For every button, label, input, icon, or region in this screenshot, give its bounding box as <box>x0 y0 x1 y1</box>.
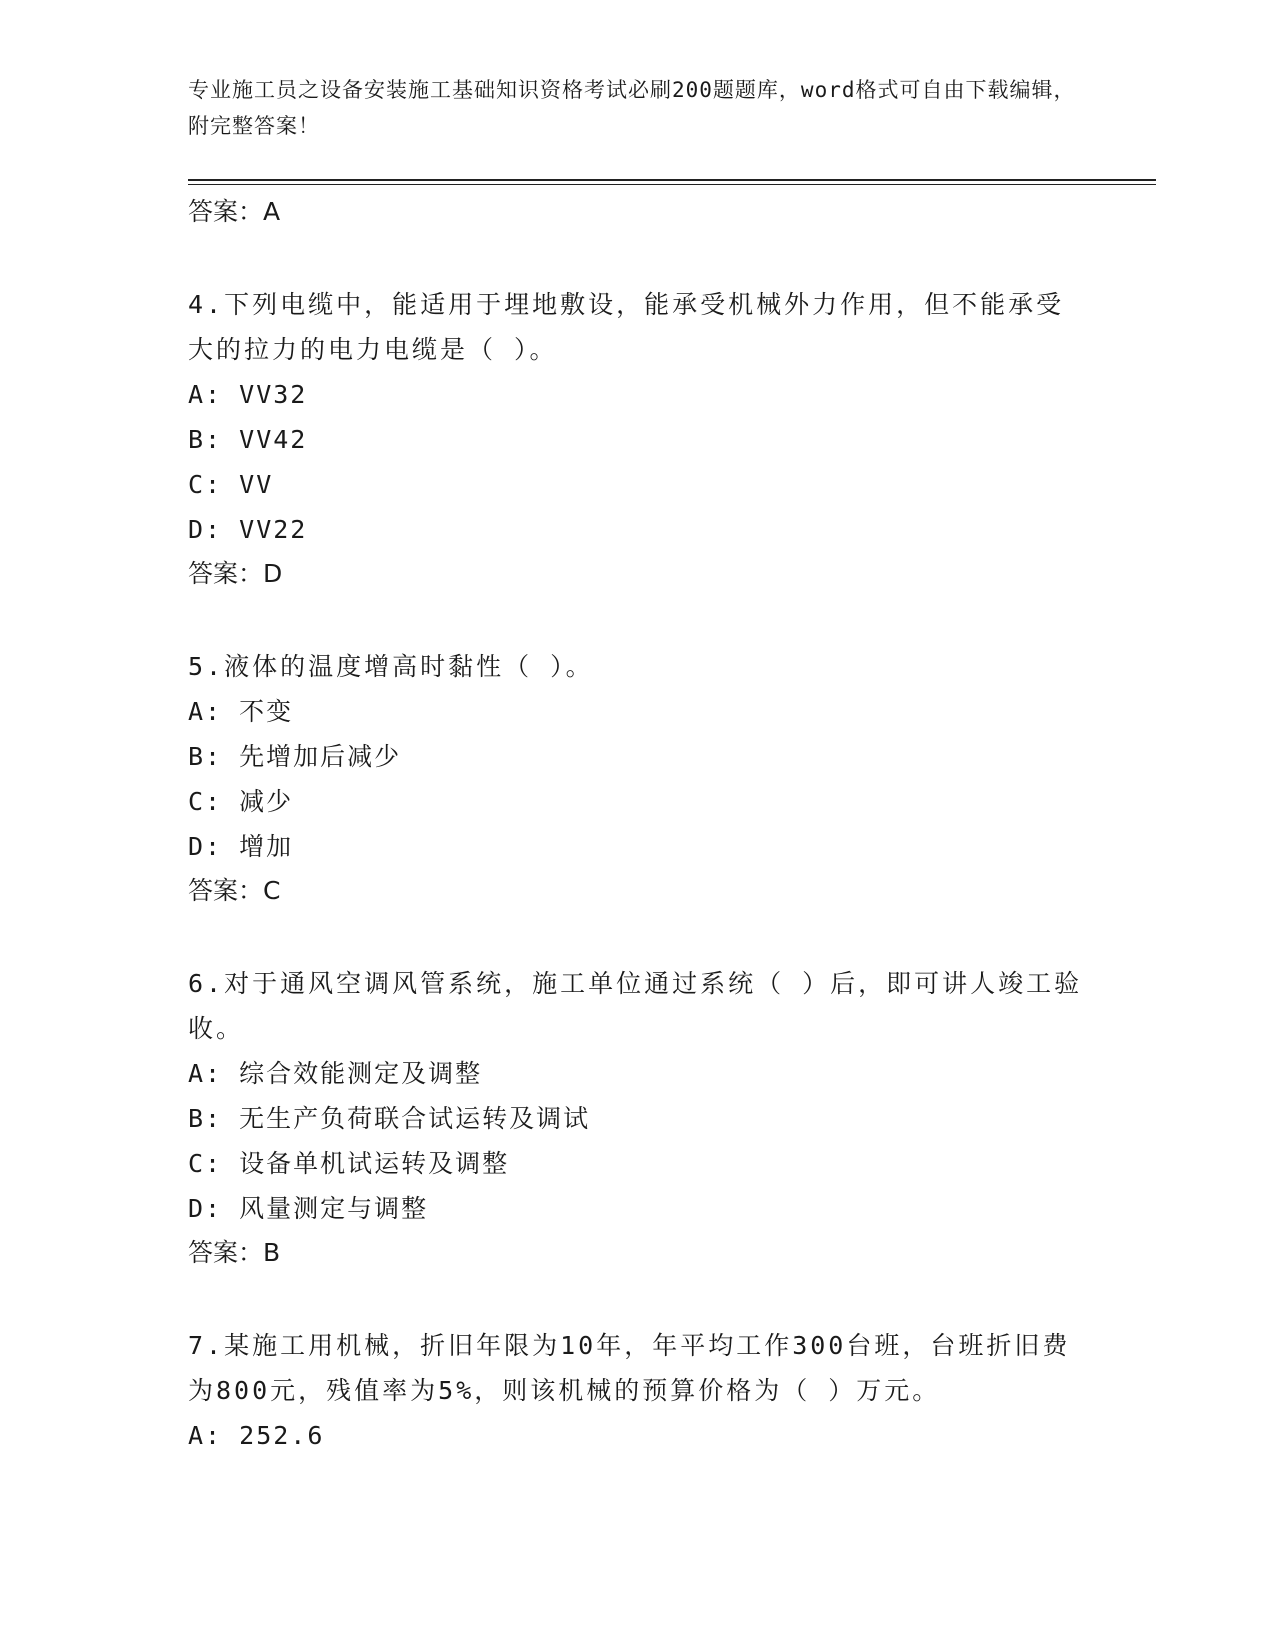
option-b: B: 先增加后减少 <box>188 742 402 771</box>
header-rule-thick <box>188 179 1156 181</box>
question-block <box>188 644 1088 913</box>
option-d: D: VV22 <box>188 515 308 544</box>
header-rule-thin <box>188 184 1156 185</box>
question-text: 5.液体的温度增高时黏性（ ）。 <box>188 652 594 681</box>
question-block <box>188 1323 1088 1458</box>
question-text: 4.下列电缆中，能适用于埋地敷设，能承受机械外力作用，但不能承受大的拉力的电力电缆是（ ）。 <box>188 290 1065 364</box>
option-d: D: 风量测定与调整 <box>188 1194 429 1223</box>
option-a: A: 不变 <box>188 697 294 726</box>
answer-line: 答案：B <box>188 1238 281 1267</box>
question-list <box>188 190 1088 1458</box>
answer-line: 答案：D <box>188 559 283 588</box>
answer-line: 答案：C <box>188 876 281 905</box>
question-text: 7.某施工用机械，折旧年限为10年，年平均工作300台班，台班折旧费为800元，残值率为5%，则该机械的预算价格为（ ）万元。 <box>188 1331 1071 1405</box>
option-c: C: VV <box>188 470 274 499</box>
option-d: D: 增加 <box>188 832 294 861</box>
answer-line: 答案：A <box>188 197 281 226</box>
option-a: A: 252.6 <box>188 1421 325 1450</box>
question-block <box>188 282 1088 596</box>
option-c: C: 减少 <box>188 787 294 816</box>
option-a: A: 综合效能测定及调整 <box>188 1059 483 1088</box>
option-b: B: VV42 <box>188 425 308 454</box>
document-header: 专业施工员之设备安装施工基础知识资格考试必刷200题题库，word格式可自由下载编辑，附完整答案！ <box>188 78 1076 138</box>
option-a: A: VV32 <box>188 380 308 409</box>
question-block <box>188 961 1088 1275</box>
question-text: 6.对于通风空调风管系统，施工单位通过系统（ ）后，即可讲人竣工验收。 <box>188 969 1083 1043</box>
option-b: B: 无生产负荷联合试运转及调试 <box>188 1104 591 1133</box>
option-c: C: 设备单机试运转及调整 <box>188 1149 510 1178</box>
